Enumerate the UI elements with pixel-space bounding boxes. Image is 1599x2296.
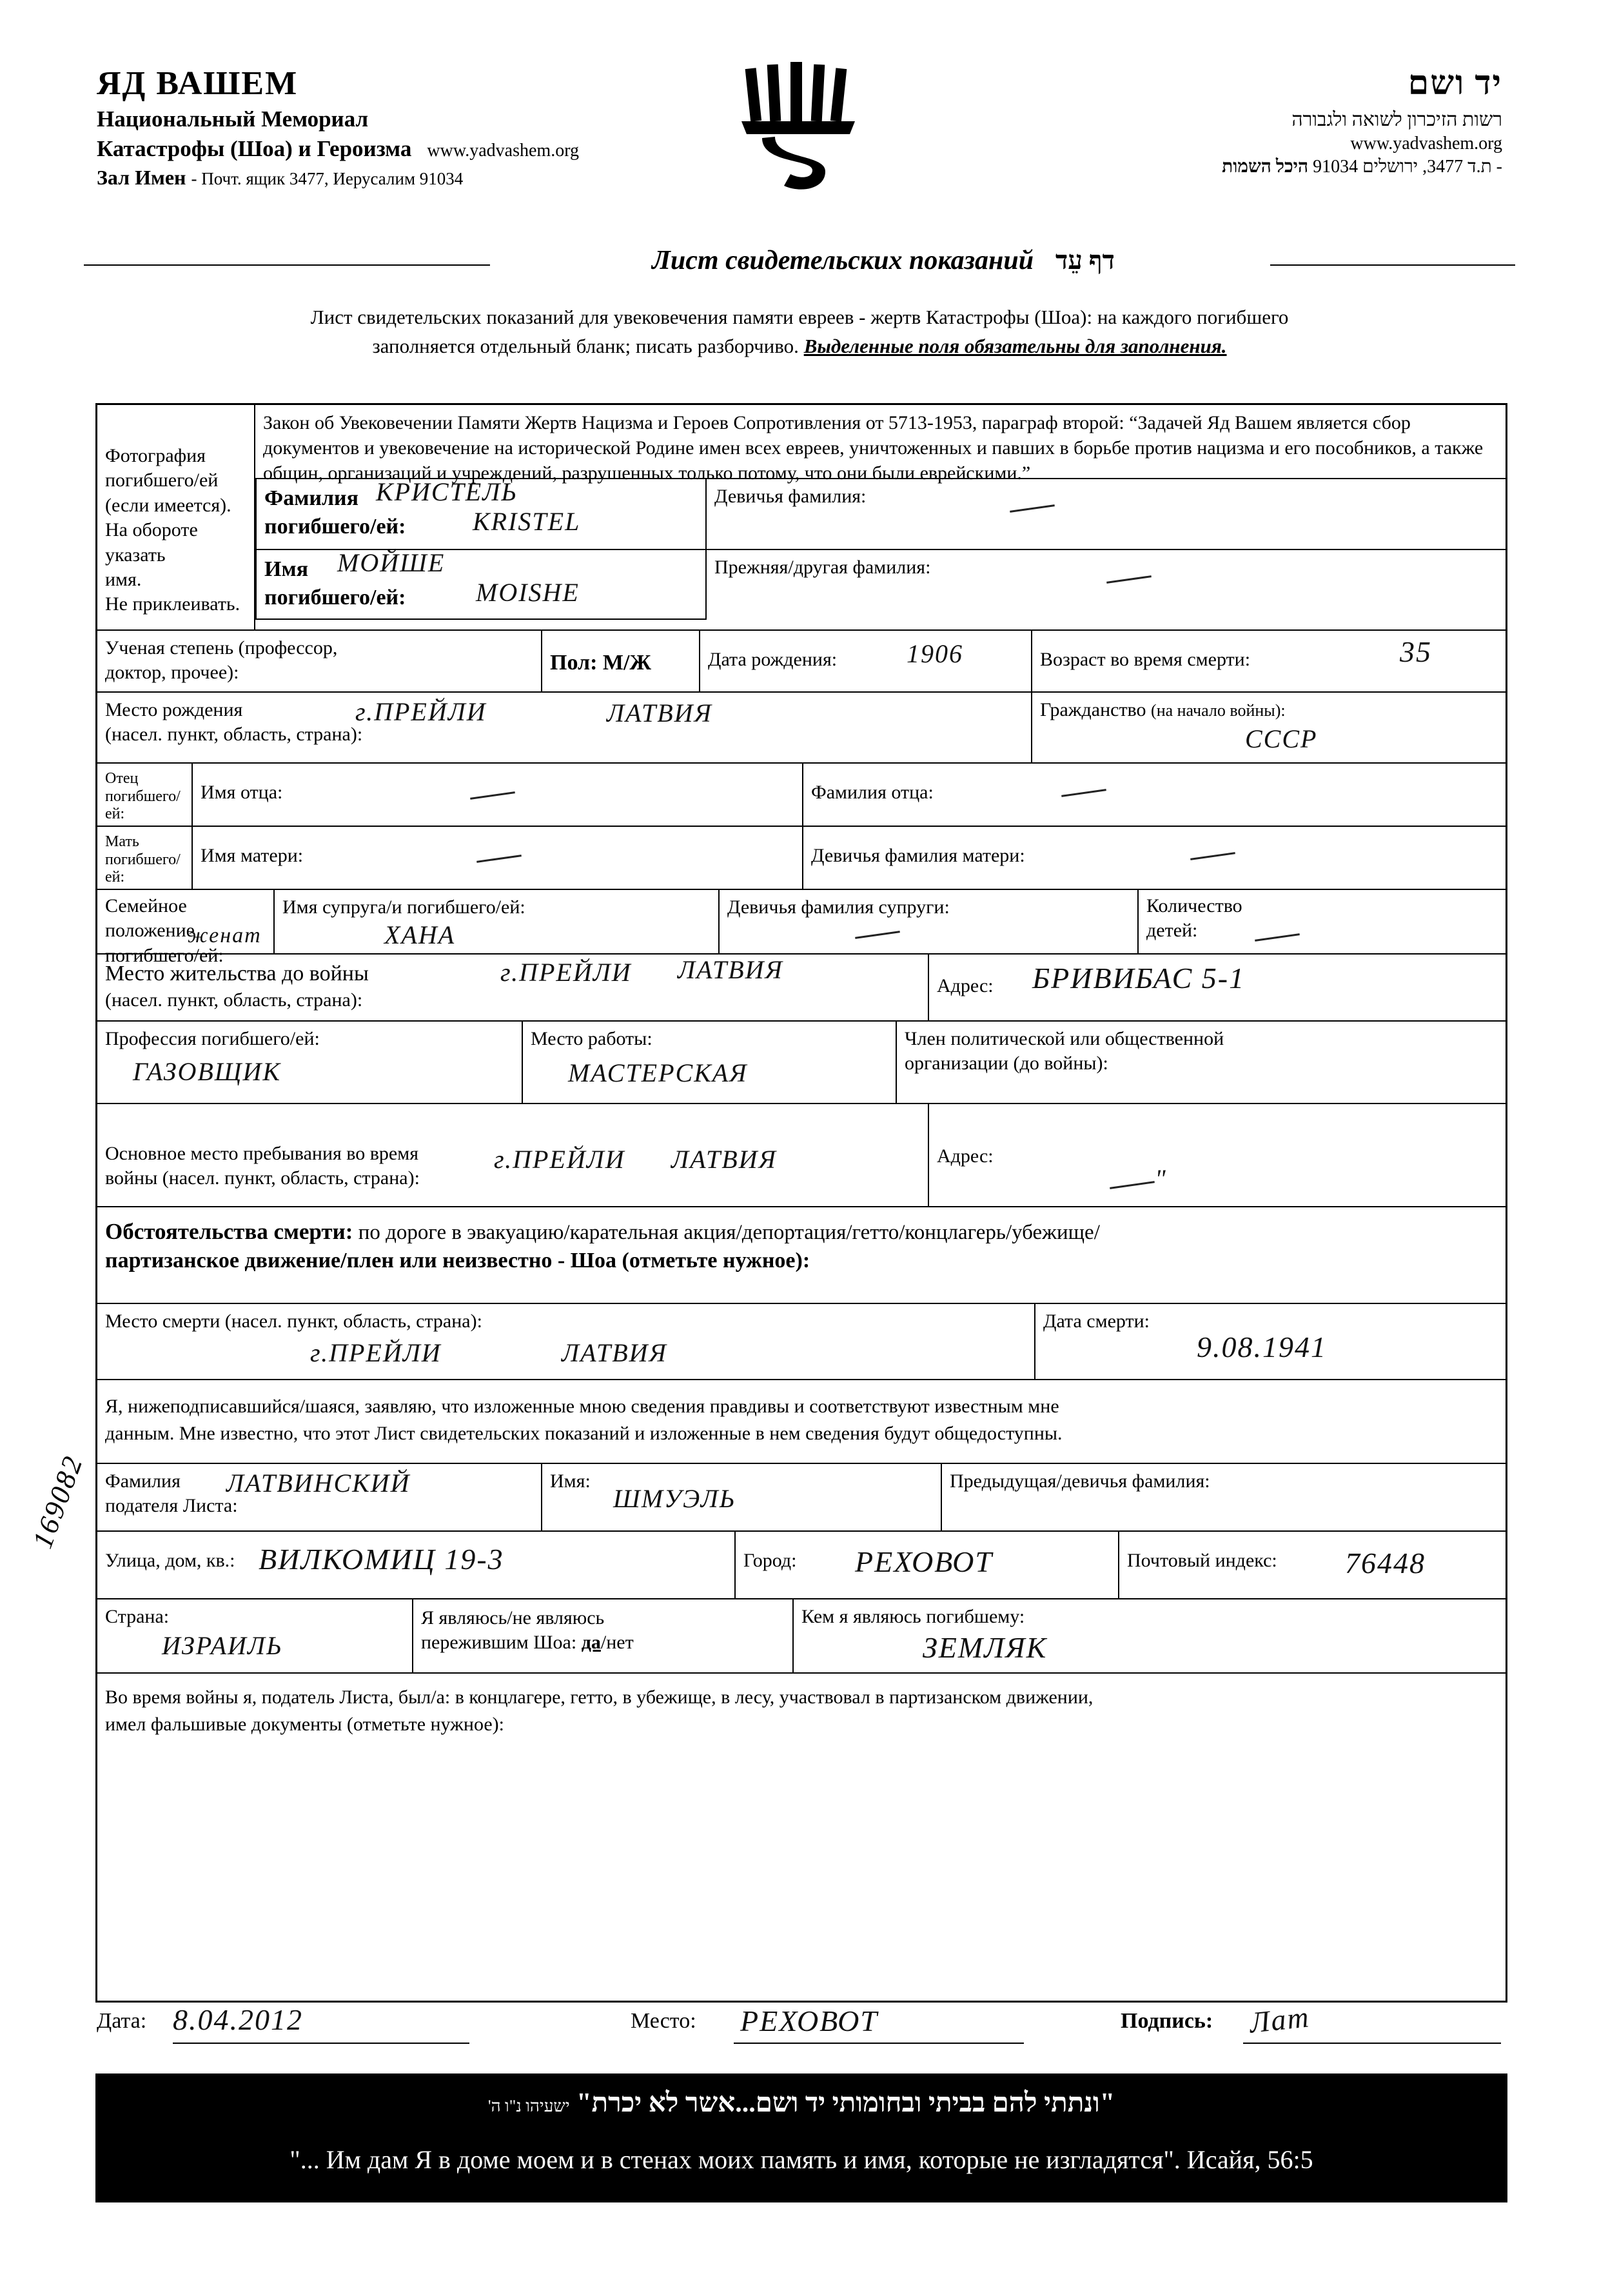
- mother-maiden-field[interactable]: [803, 826, 1506, 889]
- degree-label-1: Ученая степень (профессор,: [105, 637, 338, 658]
- father-tag-l3: ей:: [105, 806, 125, 823]
- photo-box-line-1: Фотография: [105, 445, 206, 466]
- firstname-field[interactable]: [255, 549, 707, 620]
- death-circumstances-label-rest-2: партизанское движение/плен или неизвестно - Шоа (отметьте нужное):: [105, 1248, 810, 1272]
- instructions-line-2a: заполняется отдельный бланк; писать разборчиво.: [372, 334, 804, 357]
- surname-value-lat: KRISTEL: [473, 507, 581, 536]
- header-line-1: Национальный Мемориал: [97, 106, 369, 132]
- quote-hebrew: [95, 2088, 1507, 2119]
- photo-box: [97, 405, 255, 629]
- mother-tag-l3: ей:: [105, 869, 125, 886]
- wartime-self-line-2: имел фальшивые документы (отметьте нужное):: [105, 1714, 504, 1735]
- death-date-field[interactable]: [1035, 1303, 1506, 1379]
- birth-date-label: Дата рождения:: [708, 649, 838, 670]
- wartime-address-value: ": [1155, 1164, 1167, 1193]
- instructions-line-1: Лист свидетельских показаний для увековечения памяти евреев - жертв Катастрофы (Шоа): на каждого погибшего: [310, 306, 1289, 328]
- survivor-label-1: Я являюсь/не являюсь: [421, 1607, 605, 1628]
- organization-label-2: организации (до войны):: [905, 1053, 1108, 1074]
- photo-box-line-6: Не приклеивать.: [105, 593, 240, 615]
- hall-of-names-address-he: - ת.ד 3477, ירושלים 91034: [1313, 157, 1502, 177]
- children-label-1: Количество: [1146, 895, 1242, 916]
- surname-label-1: Фамилия: [264, 486, 359, 510]
- death-date-value: 9.08.1941: [1197, 1331, 1327, 1363]
- footer-signature-label: Подпись:: [1121, 2009, 1213, 2033]
- header-line-2-text: Катастрофы (Шоа) и Героизма: [97, 136, 412, 161]
- footer-date-rule: [173, 2043, 469, 2044]
- birth-place-label-1: Место рождения: [105, 699, 243, 720]
- prewar-residence-value-2: ЛАТВИЯ: [678, 955, 783, 984]
- death-circumstances-field[interactable]: [97, 1206, 1506, 1303]
- profession-value: ГАЗОВЩИК: [133, 1057, 281, 1086]
- country-label: Страна:: [105, 1606, 170, 1627]
- submitter-surname-field[interactable]: [97, 1463, 542, 1530]
- title-rule-right: [1270, 264, 1515, 266]
- marital-status-field[interactable]: [97, 889, 275, 966]
- sex-label: Пол: М/Ж: [550, 651, 652, 675]
- header-he-line-1: רשות הזיכרון לשואה ולגבורה: [1291, 109, 1502, 130]
- relation-field[interactable]: [794, 1598, 1506, 1672]
- archive-reference-number: 169082: [26, 1450, 90, 1553]
- birth-place-label-2: (насел. пункт, область, страна):: [105, 724, 363, 746]
- prewar-residence-label-2: (насел. пункт, область, страна):: [105, 989, 363, 1011]
- instructions-line-2b: Выделенные поля обязательны для заполнения.: [803, 334, 1227, 357]
- children-count-field[interactable]: [1139, 889, 1506, 953]
- header-right-block: [1012, 64, 1502, 177]
- age-at-death-value: 35: [1400, 635, 1432, 668]
- prewar-address-field[interactable]: [929, 953, 1506, 1020]
- age-at-death-field[interactable]: [1032, 629, 1506, 691]
- org-name-ru: ЯД ВАШЕМ: [97, 65, 299, 102]
- survivor-field[interactable]: [413, 1598, 794, 1672]
- wartime-location-label-2: войны (насел. пункт, область, страна):: [105, 1167, 420, 1189]
- profession-field[interactable]: [97, 1020, 523, 1103]
- survivor-slash: /: [600, 1632, 607, 1654]
- wartime-location-value-2: ЛАТВИЯ: [671, 1145, 777, 1174]
- children-value: [1255, 933, 1300, 942]
- footer-place-label: Место:: [631, 2009, 696, 2033]
- street-value: ВИЛКОМИЦ 19-3: [259, 1543, 504, 1576]
- declaration-line-1: Я, нижеподписавшийся/шаяся, заявляю, что изложенные мною сведения правдивы и соответствуют известным мне: [105, 1396, 1059, 1417]
- prewar-residence-value-1: г.ПРЕЙЛИ: [500, 958, 632, 987]
- instructions: [110, 303, 1489, 361]
- spouse-maiden-value: [855, 931, 900, 939]
- zip-value: 76448: [1345, 1547, 1426, 1579]
- marital-label-2: погибшего/ей:: [105, 944, 224, 966]
- page-title: [509, 245, 1257, 276]
- footer-signature-rule: [1243, 2043, 1501, 2044]
- city-label: Город:: [743, 1550, 797, 1571]
- website-url-right: www.yadvashem.org: [1350, 134, 1502, 153]
- birth-place-field[interactable]: [97, 691, 1032, 762]
- former-surname-label: Прежняя/другая фамилия:: [714, 557, 931, 578]
- organization-label-1: Член политической или общественной: [905, 1028, 1224, 1049]
- footer-date-value: 8.04.2012: [173, 2003, 303, 2036]
- form-table: [95, 403, 1507, 2003]
- header-line-3: [97, 166, 741, 190]
- hall-of-names-label: Зал Имен: [97, 166, 186, 189]
- birth-date-value: 1906: [907, 639, 963, 668]
- country-value: ИЗРАИЛЬ: [162, 1631, 283, 1660]
- submitter-surname-value: ЛАТВИНСКИЙ: [226, 1469, 411, 1498]
- citizenship-field[interactable]: [1032, 691, 1506, 762]
- photo-box-line-3: (если имеется).: [105, 494, 231, 516]
- page-header: [0, 39, 1599, 232]
- zip-field[interactable]: [1119, 1530, 1506, 1598]
- spouse-name-value: ХАНА: [384, 920, 456, 949]
- submitter-prev-surname-field[interactable]: [942, 1463, 1506, 1530]
- citizenship-label-small: (на начало войны):: [1151, 701, 1286, 720]
- firstname-value-ru: МОЙШЕ: [337, 548, 446, 577]
- quote-hebrew-source: ישעיהו נ"ו ה': [487, 2097, 570, 2115]
- city-field[interactable]: [736, 1530, 1119, 1598]
- mother-maiden-value: [1190, 852, 1235, 860]
- relation-value: ЗЕМЛЯК: [923, 1631, 1048, 1664]
- quote-band: [95, 2073, 1507, 2202]
- workplace-field[interactable]: [523, 1020, 897, 1103]
- firstname-value-lat: MOISHE: [476, 578, 580, 607]
- death-place-value-2: ЛАТВИЯ: [562, 1338, 667, 1367]
- survivor-yes-option[interactable]: да: [581, 1632, 601, 1654]
- firstname-label-1: Имя: [264, 557, 308, 581]
- father-name-label: Имя отца:: [201, 782, 283, 803]
- citizenship-label: Гражданство: [1040, 699, 1146, 720]
- father-name-field[interactable]: [193, 762, 803, 826]
- country-field[interactable]: [97, 1598, 413, 1672]
- quote-russian: "... Им дам Я в доме моем и в стенах моих память и имя, которые не изгладятся". Исайя, 56:5: [289, 2145, 1313, 2174]
- mother-name-label: Имя матери:: [201, 845, 304, 866]
- mother-name-value: [476, 855, 522, 863]
- spouse-maiden-label: Девичья фамилия супруги:: [727, 896, 950, 918]
- former-surname-value: [1106, 575, 1152, 584]
- birth-date-field[interactable]: [700, 629, 1032, 691]
- page-title-ru: Лист свидетельских показаний: [652, 246, 1034, 275]
- photo-box-line-2: погибшего/ей: [105, 470, 219, 491]
- surname-field[interactable]: [255, 478, 707, 549]
- instructions-line-2: [110, 332, 1489, 361]
- maiden-surname-value: [1010, 504, 1055, 513]
- wartime-address-field[interactable]: [929, 1103, 1506, 1206]
- mother-name-field[interactable]: [193, 826, 803, 889]
- father-name-value: [470, 791, 515, 800]
- birth-place-value-2: ЛАТВИЯ: [607, 698, 712, 727]
- father-tag-l1: Отец: [105, 770, 139, 787]
- mother-tag-l1: Мать: [105, 833, 139, 850]
- death-date-label: Дата смерти:: [1043, 1311, 1150, 1332]
- city-value: РЕХОВОТ: [855, 1545, 993, 1578]
- degree-label-2: доктор, прочее):: [105, 662, 239, 684]
- wartime-location-field[interactable]: [97, 1103, 929, 1206]
- death-place-label: Место смерти (насел. пункт, область, страна):: [105, 1311, 482, 1332]
- prewar-address-label: Адрес:: [937, 975, 994, 996]
- father-tag-l2: погибшего/: [105, 787, 181, 805]
- maiden-surname-label: Девичья фамилия:: [714, 486, 867, 507]
- sex-field[interactable]: [542, 629, 700, 691]
- marital-value: женат: [188, 924, 262, 947]
- wartime-self-field[interactable]: [97, 1672, 1506, 1750]
- photo-box-line-5: имя.: [105, 568, 142, 590]
- father-tag: [97, 762, 193, 826]
- footer-place-value: РЕХОВОТ: [740, 2004, 878, 2037]
- father-surname-value: [1061, 789, 1106, 797]
- mother-maiden-label: Девичья фамилия матери:: [811, 845, 1025, 866]
- header-left-block: [97, 64, 741, 190]
- submitter-prev-surname-label: Предыдущая/девичья фамилия:: [950, 1470, 1210, 1492]
- spouse-name-label: Имя супруга/и погибшего/ей:: [282, 896, 525, 918]
- footer-signature-row: [95, 2000, 1507, 2061]
- death-place-value-1: г.ПРЕЙЛИ: [310, 1338, 442, 1367]
- footer-signature-value: Лат: [1248, 2000, 1311, 2039]
- wartime-location-label-1: Основное место пребывания во время: [105, 1143, 419, 1164]
- submitter-surname-label-1: Фамилия: [105, 1470, 181, 1492]
- father-surname-label: Фамилия отца:: [811, 782, 934, 803]
- marital-label-1: Семейное положение: [105, 895, 195, 942]
- firstname-label-2: погибшего/ей:: [264, 585, 406, 609]
- maiden-surname-field[interactable]: [707, 478, 1506, 549]
- submitter-name-value: ШМУЭЛЬ: [613, 1484, 736, 1513]
- workplace-value: МАСТЕРСКАЯ: [568, 1058, 748, 1087]
- declaration-line-2: данным. Мне известно, что этот Лист свидетельских показаний и изложенные в нем сведения будут общедоступны.: [105, 1423, 1063, 1444]
- header-line-2: [97, 136, 741, 162]
- title-rule-left: [84, 264, 490, 266]
- footer-date-label: Дата:: [97, 2009, 147, 2033]
- workplace-label: Место работы:: [531, 1028, 652, 1049]
- death-circumstances-label-rest-1: по дороге в эвакуацию/карательная акция/депортация/гетто/концлагерь/убежище/: [353, 1221, 1100, 1244]
- survivor-no-option[interactable]: нет: [606, 1632, 634, 1654]
- death-place-field[interactable]: [97, 1303, 1035, 1379]
- zip-label: Почтовый индекс:: [1127, 1550, 1277, 1571]
- prewar-residence-label-1: Место жительства до войны: [105, 962, 369, 985]
- hall-of-names-address: - Почт. ящик 3477, Иерусалим 91034: [191, 169, 464, 188]
- yad-vashem-menorah-logo: [729, 57, 877, 205]
- header-he-line-2: [1012, 157, 1502, 177]
- footer-place-rule: [734, 2043, 1024, 2044]
- former-surname-field[interactable]: [707, 549, 1506, 620]
- father-surname-field[interactable]: [803, 762, 1506, 826]
- street-label: Улица, дом, кв.:: [105, 1550, 235, 1571]
- wartime-location-value-1: г.ПРЕЙЛИ: [494, 1145, 625, 1174]
- citizenship-value: СССР: [1245, 724, 1318, 753]
- org-name-he: יד ושם: [1408, 65, 1502, 102]
- organization-field[interactable]: [897, 1020, 1506, 1103]
- hall-of-names-label-he: היכל השמות: [1222, 157, 1309, 177]
- age-at-death-label: Возраст во время смерти:: [1040, 649, 1251, 670]
- document-title-row: [84, 245, 1515, 284]
- submitter-name-label: Имя:: [550, 1470, 591, 1492]
- profession-label: Профессия погибшего/ей:: [105, 1028, 320, 1049]
- submitter-surname-label-2: подателя Листа:: [105, 1495, 238, 1517]
- spouse-maiden-field[interactable]: [720, 889, 1139, 953]
- wartime-address-label: Адрес:: [937, 1145, 994, 1167]
- street-field[interactable]: [97, 1530, 736, 1598]
- birth-place-value-1: г.ПРЕЙЛИ: [355, 697, 487, 726]
- submitter-name-field[interactable]: [542, 1463, 942, 1530]
- spouse-name-field[interactable]: [275, 889, 720, 953]
- page-title-he: דף עֵד: [1055, 246, 1115, 275]
- children-label-2: детей:: [1146, 920, 1198, 942]
- prewar-address-value: БРИВИБАС 5-1: [1032, 962, 1246, 995]
- surname-label-2: погибшего/ей:: [264, 514, 406, 539]
- prewar-residence-field[interactable]: [97, 953, 929, 1020]
- law-text: Закон об Увековечении Памяти Жертв Нацизма и Героев Сопротивления от 5713-1953, параграф второй: “Задачей Яд Вашем является сбор документов и увековечение на исторической Родине имен всех евреев, уничтоженных и павших в борьбе против нацизма и его пособников, а также общин, организаций и учреждений, разрушенных только потому, что они были еврейскими.”: [263, 412, 1484, 484]
- surname-value-ru: КРИСТЕЛЬ: [376, 477, 518, 506]
- relation-label: Кем я являюсь погибшему:: [801, 1606, 1025, 1627]
- death-circumstances-label-bold: Обстоятельства смерти:: [105, 1219, 353, 1244]
- degree-field[interactable]: [97, 629, 542, 691]
- website-url-left: www.yadvashem.org: [427, 141, 580, 161]
- photo-box-line-4: На обороте указать: [105, 519, 198, 566]
- declaration-text: [97, 1379, 1506, 1463]
- quote-hebrew-text: "ונתתי להם בביתי ובחומותי יד ושם...אשר לא יכרת": [576, 2088, 1115, 2118]
- mother-tag-l2: погибшего/: [105, 851, 181, 868]
- wartime-self-line-1: Во время войны я, податель Листа, был/а: в концлагере, гетто, в убежище, в лесу, участвовал в партизанском движении,: [105, 1687, 1094, 1708]
- wartime-address-dash: [1110, 1181, 1155, 1189]
- survivor-label-2: пережившим Шоа:: [421, 1632, 577, 1654]
- mother-tag: [97, 826, 193, 889]
